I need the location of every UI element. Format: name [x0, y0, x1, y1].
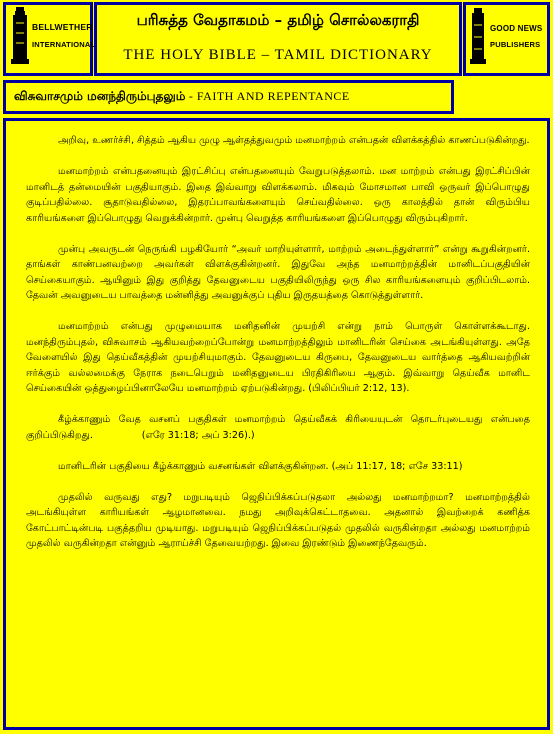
good-news-logo [463, 2, 550, 76]
paragraph: முன்பு அவருடன் நெருங்கி பழகியோர் “அவர் மாறியுள்ளார், மாற்றம் அடைந்துள்ளார்” என்று கூறுகின்றனர். தாங்கள் காண்பனவற்றை அவர்கள் விளக்குகின்றனர். இதுவே அந்த மனமாற்றத்தின் மானிடப்பகுதியின் செய்கையாகும். ஆயினும் இது குறித்து தேவனுடைய பகுதியிலிருந்து ஒரு சில காரியங்களையும் குறிப்பிடலாம். தேவன் அவனுடைய பாவத்தை மன்னித்து அவனுக்குப் புதிய இருதயத்தை கொடுத்துள்ளார். [26, 243, 530, 301]
paragraph: மனமாற்றம் என்பது முழுமையாக மனிதனின் முயற்சி என்று நாம் பொருள் கொள்ளக்கூடாது. மனந்திரும்புதல், விசுவாசம் ஆகியவற்றைப்போன்று மனமாற்றத்திலும் மானிடரின் செய்கை அடங்கியுள்ளது. அதே வேளையில் இது தெய்வீகத்தின் முயற்சியுமாகும். தேவனுடைய கிருபை, தேவனுடைய வார்த்தை ஆகியவற்றின் ஈர்க்கும் வல்லமைக்கு நேராக நடைபெறும் மனிதனுடைய பிரதிகிரியை ஆகும். இவ்வாறு தெய்வீக மானிட செய்கையின் ஒத்துழைப்பினாலேயே மனமாற்றம் ஏற்படுகின்றது. (பிலிப்பியர் 2:12, 13). [26, 321, 530, 394]
title-english: THE HOLY BIBLE – TAMIL DICTIONARY [123, 47, 433, 63]
dictionary-title-box [94, 2, 462, 76]
article-body [26, 133, 534, 567]
logo-right-line1: GOOD NEWS [490, 24, 543, 33]
section-heading [14, 89, 447, 105]
paragraph: முதலில் வருவது எது? மறுபடியும் ஜெநிப்பிக்கப்படுதலா அல்லது மனமாற்றமா? மனமாற்றத்தில் அடங்கியுள்ள காரியங்கள் ஆழமானவை. நமது அறிவுக்கெட்டாதவை. அதனால் இவற்றைக் கணித்க கோட்பாட்டின்படி பகுத்தறிய முடியாது. மறுபடியும் ஜெநிப்பிக்கப்படுதல் முதலில் வருகின்றதா அல்லது மனமாற்றம் முதலில் வருகின்றதா என்னும் ஆராய்ச்சி தேவையற்றது. இவை இரண்டும் இணைந்தேவரும். [26, 491, 530, 549]
paragraph: அறிவு, உணர்ச்சி, சித்தம் ஆகிய முழு ஆள்தத்துவமும் மனமாற்றம் என்பதன் விளக்கத்தில் காணப்படுகின்றது. [58, 135, 530, 146]
title-tamil: பரிசுத்த வேதாகமம் – தமிழ் சொல்லகராதி [136, 11, 420, 29]
logo-left-line1: BELLWETHER [32, 22, 93, 32]
section-heading-english: - FAITH AND REPENTANCE [185, 89, 350, 103]
bellwether-logo [3, 2, 96, 76]
section-heading-box [3, 80, 454, 114]
article-body-box [3, 118, 550, 730]
paragraph: மானிடரின் பகுதியை கீழ்க்காணும் வசனங்கள் விளக்குகின்றன. (அப் 11:17, 18; எசே 33:11) [58, 460, 463, 472]
paragraph: கீழ்க்காணும் வேத வசனப் பகுதிகள் மனமாற்றம் தெய்வீகக் கிரியையுடன் தொடர்புடையது என்பதை குறிப்பிடுகிறது. (எரே 31:18; அப் 3:26).) [26, 414, 534, 441]
logo-left-line2: INTERNATIONAL [32, 40, 96, 49]
logo-right-line2: PUBLISHERS [490, 40, 541, 49]
paragraph: மனமாற்றம் என்பதனையும் இரட்சிப்பு என்பதனையும் வேறுபடுத்தலாம். மன மாற்றம் என்பது இரட்சிப்பின் மானிடத் தன்மையின் பகுதியாகும். இதை இவ்வாறு விளக்கலாம். மிகவும் மோசமான பாவி ஒருவர் இப்பொழுது குடிப்பதில்லை. சூதாடுவதில்லை, இதரப்பாவங்களையும் செய்வதில்லை. ஒரு காலத்தில் தான் விரும்பிய காரியங்களை இப்பொழுது வெறுக்கின்றார். முன்பு வெறுத்த காரியங்களை இப்பொழுது விரும்புகிறார். [26, 166, 530, 224]
section-heading-tamil: விசுவாசமும் மனந்திரும்புதலும் [14, 89, 186, 103]
